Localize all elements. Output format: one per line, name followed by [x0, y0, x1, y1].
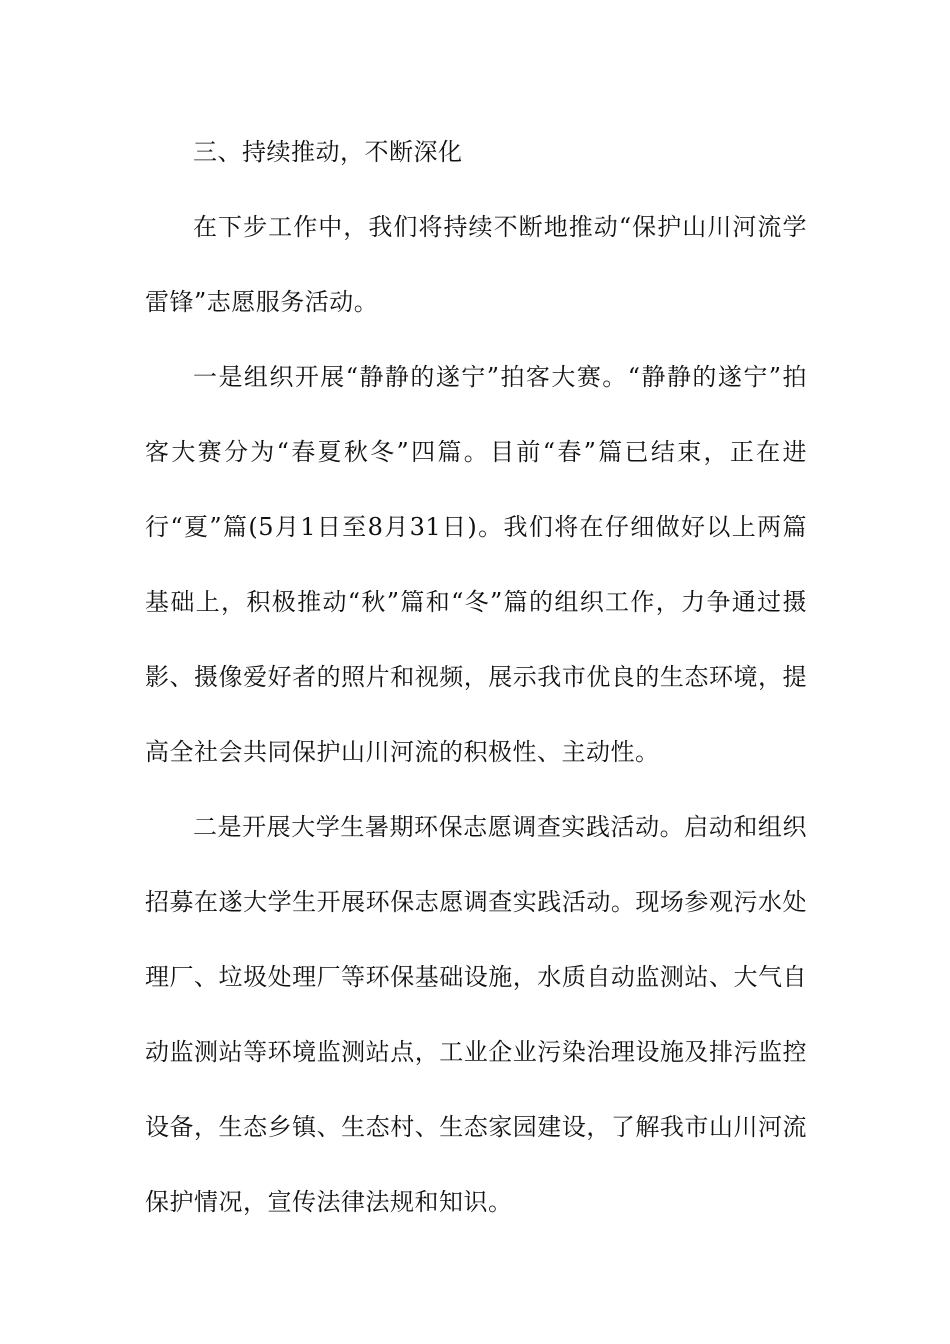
- document-body: [145, 115, 807, 1240]
- paragraph-student-survey: 二是开展大学生暑期环保志愿调查实践活动。启动和组织招募在遂大学生开展环保志愿调查实践活动。现场参观污水处理厂、垃圾处理厂等环保基础设施，水质自动监测站、大气自动监测站等环境监测站点，工业企业污染治理设施及排污监控设备，生态乡镇、生态村、生态家园建设，了解我市山川河流保护情况，宣传法律法规和知识。: [145, 813, 807, 1216]
- paragraph-photo-contest: 一是组织开展“静静的遂宁”拍客大赛。“静静的遂宁”拍客大赛分为“春夏秋冬”四篇。目前“春”篇已结束，正在进行“夏”篇(5月1日至8月31日)。我们将在仔细做好以上两篇基础上，积极推动“秋”篇和“冬”篇的组织工作，力争通过摄影、摄像爱好者的照片和视频，展示我市优良的生态环境，提高全社会共同保护山川河流的积极性、主动性。: [145, 363, 807, 766]
- paragraph-plan-intro: 在下步工作中，我们将持续不断地推动“保护山川河流学雷锋”志愿服务活动。: [145, 213, 807, 316]
- section-heading: 三、持续推动，不断深化: [193, 138, 463, 166]
